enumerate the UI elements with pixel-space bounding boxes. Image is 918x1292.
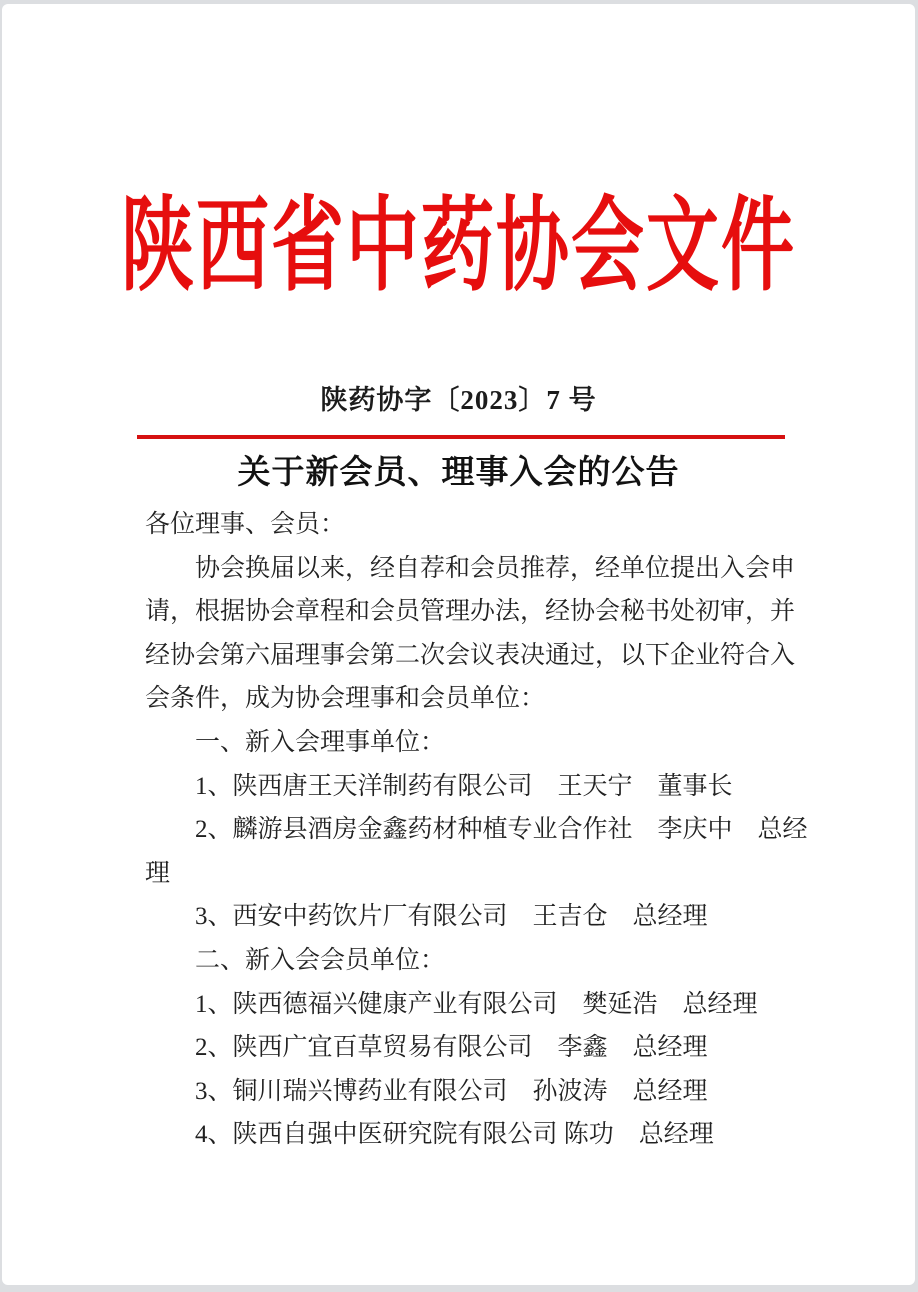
section-1-heading: 一、新入会理事单位： <box>195 728 446 756</box>
doc-number: 陕药协字〔2023〕7 号 <box>320 385 597 415</box>
section-1-item: 3、西安中药饮片厂有限公司 王吉仓 总经理 <box>195 903 708 931</box>
document-body <box>145 503 817 1157</box>
section-2-item: 2、陕西广宜百草贸易有限公司 李鑫 总经理 <box>195 1034 708 1062</box>
letterhead-title: 陕西省中药协会文件 <box>121 189 796 303</box>
document-page <box>2 4 915 1285</box>
salutation: 各位理事、会员： <box>145 511 346 538</box>
section-1-item: 2、麟游县酒房金鑫药材种植专业合作社 李庆中 总经理 <box>145 816 808 887</box>
section-2-item: 1、陕西德福兴健康产业有限公司 樊延浩 总经理 <box>195 990 758 1018</box>
section-1-item: 1、陕西唐王天洋制药有限公司 王天宁 董事长 <box>195 772 733 800</box>
section-2-heading: 二、新入会会员单位： <box>195 946 446 974</box>
red-divider-line <box>137 435 785 439</box>
intro-paragraph: 协会换届以来，经自荐和会员推荐，经单位提出入会申请，根据协会章程和会员管理办法，经协会秘书处初审，并经协会第六届理事会第二次会议表决通过，以下企业符合入会条件，成为协会理事和会员单位： <box>145 554 796 713</box>
section-2-item: 4、陕西自强中医研究院有限公司 陈功 总经理 <box>195 1121 714 1149</box>
section-2-item: 3、铜川瑞兴博药业有限公司 孙波涛 总经理 <box>195 1077 708 1105</box>
document-title: 关于新会员、理事入会的公告 <box>237 453 680 490</box>
